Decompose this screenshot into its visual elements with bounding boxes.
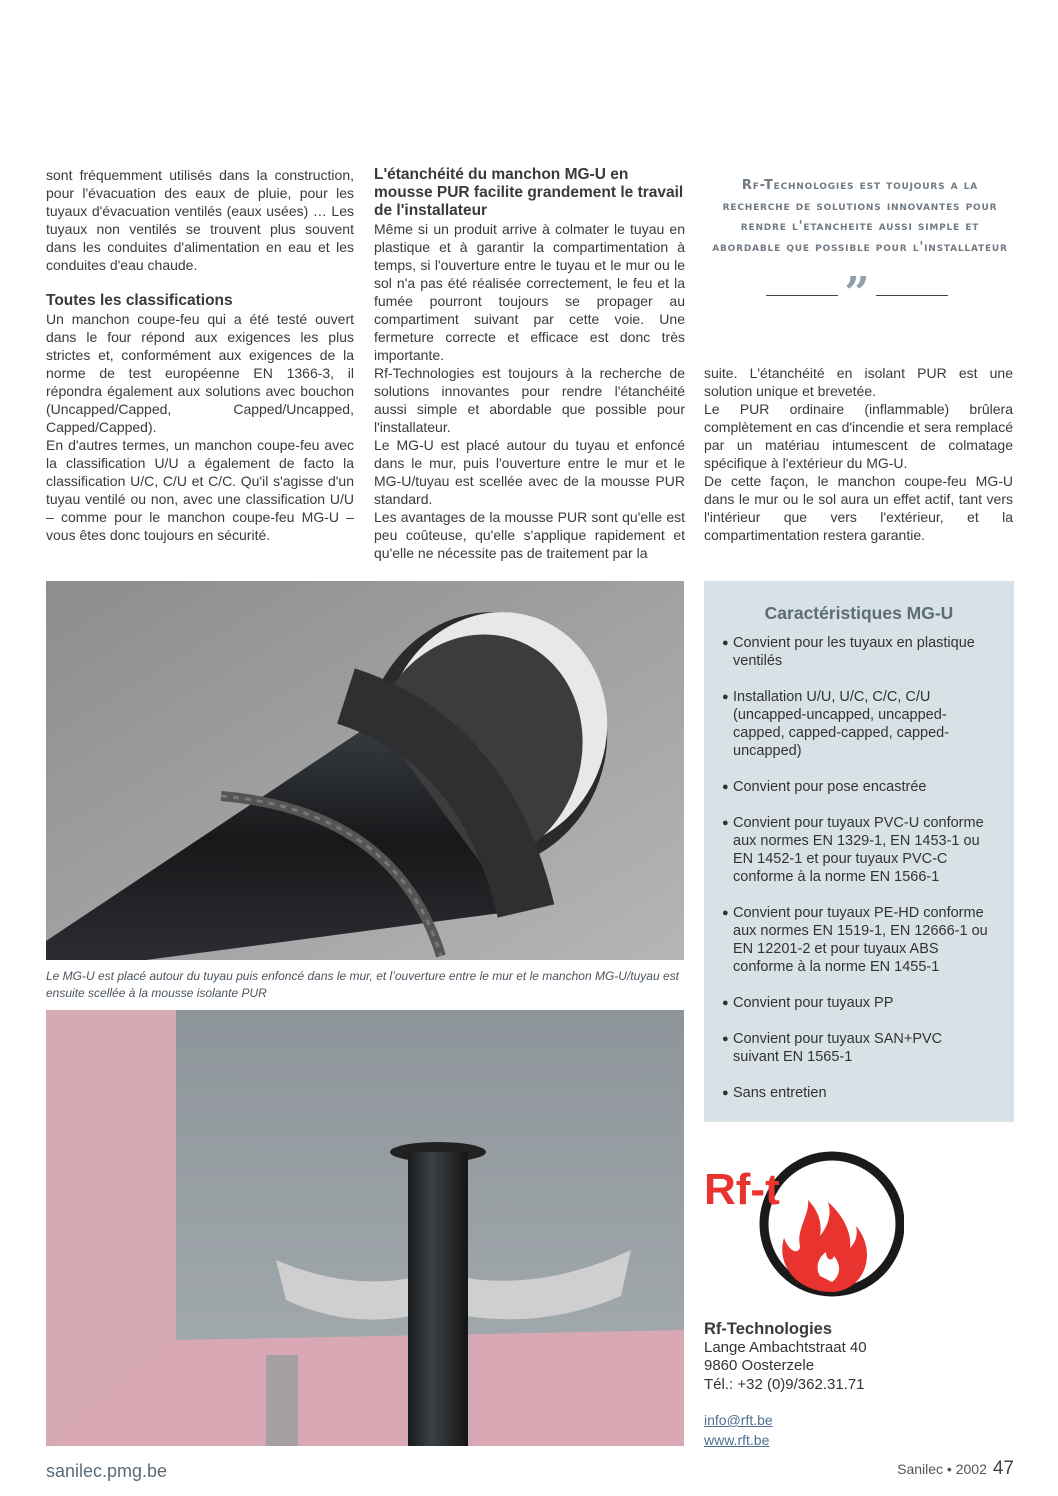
paragraph: Un manchon coupe-feu qui a été testé ouvert dans le four répond aux exigences les plus strictes et, conformément aux exigences de la norme de test européenne EN 1366-3, il répondra également aux solutions avec bouchon (Uncapped/Capped, Capped/Uncapped, Capped/Capped). [46,311,354,435]
bullet-icon: ● [722,817,729,829]
paragraph: Rf-Technologies est toujours à la recherche de solutions innovantes pour rendre l'étanchéité aussi simple et abordable que possible pour l'installateur. [374,365,685,435]
address-city: 9860 Oosterzele [704,1357,815,1374]
paragraph: sont fréquemment utilisés dans la construction, pour l'évacuation des eaux de pluie, pour les tuyaux d'évacuation ventilés (eaux usées) … Les tuyaux non ventilés se trouvent plus souvent dans les conduites d'alimentation en eau et les conduites d'eau chaude. [46,167,354,273]
paragraph: suite. L'étanchéité en isolant PUR est une solution unique et brevetée. [704,365,1013,399]
article-column-2 [374,166,685,562]
quote-rule-right [876,295,948,296]
paragraph: Les avantages de la mousse PUR sont qu'elle est peu coûteuse, qu'elle s'applique rapidement et qu'elle ne nécessite pas de traitement par la [374,509,685,561]
rft-logo [704,1142,904,1302]
paragraph: En d'autres termes, un manchon coupe-feu avec la classification U/U a également de facto la classification U/C, C/U et C/C. Qu'il s'agisse d'un tuyau ventilé ou non, avec une classification U/U – comme pour le manchon coupe-feu MG-U – vous êtes donc toujours en sécurité. [46,437,354,543]
footer-issue [897,1458,1014,1480]
bullet-icon: ● [722,781,729,793]
list-item: ● Convient pour tuyaux PE-HD conforme aux normes EN 1519-1, EN 12666-1 ou EN 12201-2 et pour tuyaux ABS conforme à la norme EN 1455-1 [722,905,988,975]
article-column-1 [46,166,354,544]
bullet-icon: ● [722,637,729,649]
email-link[interactable]: info@rft.be [704,1412,773,1428]
paragraph: Le PUR ordinaire (inflammable) brûlera complètement en cas d'incendie et sera remplacé par un matériau intumescent de colmatage spécifique à l'extérieur du MG-U. [704,401,1013,471]
paragraph: De cette façon, le manchon coupe-feu MG-U dans le mur ou le sol aura un effet actif, tant vers l'intérieur que vers l'extérieur, et la compartimentation restera garantie. [704,473,1013,543]
page-number: 47 [992,1458,1014,1479]
contact-block [704,1320,1004,1450]
bullet-icon: ● [722,907,729,919]
article-column-3 [704,364,1013,544]
list-item: ● Sans entretien [722,1085,827,1101]
bullet-icon: ● [722,691,729,703]
paragraph: Même si un produit arrive à colmater le tuyau en plastique et à garantir la compartimentation à temps, si l'ouverture entre le tuyau et le mur ou le sol n'a pas été réalisée correctement, le feu et la fumée pourront toujours se propager au compartiment suivant par cette voie. Une fermeture correcte et efficace est donc très importante. [374,221,685,363]
paragraph: Le MG-U est placé autour du tuyau et enfoncé dans le mur, puis l'ouverture entre le mur et le MG-U/tuyau est scellée avec de la mousse PUR standard. [374,437,685,507]
website-link[interactable]: www.rft.be [704,1431,770,1448]
bullet-icon: ● [722,1033,729,1045]
section-heading: L'étanchéité du manchon MG-U en mousse PUR facilite grandement le travail de l'installateur [374,166,684,219]
phone-number: Tél.: +32 (0)9/362.31.71 [704,1375,865,1393]
quote-mark-icon: ” [844,268,870,319]
address-street: Lange Ambachtstraat 40 [704,1338,867,1356]
list-item: ● Convient pour tuyaux SAN+PVC suivant EN 1565-1 [722,1031,943,1065]
list-item: ● Convient pour les tuyaux en plastique ventilés [722,635,975,669]
product-photo-ceiling [46,1010,684,1446]
logo-text: Rf-t [704,1165,780,1214]
list-item: ● Installation U/U, U/C, C/C, C/U (uncapped-uncapped, uncapped-capped, capped-capped, capped-uncapped) [722,689,950,759]
photo-caption: Le MG-U est placé autour du tuyau puis enfoncé dans le mur, et l’ouverture entre le mur et le manchon MG-U/tuyau est ensuite scellée à la mousse isolante PUR [46,969,679,1000]
bullet-icon: ● [722,997,729,1009]
footer-site: sanilec.pmg.be [46,1461,168,1481]
features-box [704,581,1014,1122]
company-name: Rf-Technologies [704,1320,833,1338]
issue-label: Sanilec • 2002 [897,1461,987,1477]
bullet-icon: ● [722,1087,729,1099]
product-photo-wall [46,581,684,960]
features-list [704,634,1014,1102]
list-item: ● Convient pour tuyaux PVC-U conforme aux normes EN 1329-1, EN 1453-1 ou EN 1452-1 et pour tuyaux PVC-C conforme à la norme EN 1566-1 [722,815,984,885]
section-heading: Toutes les classifications [46,292,233,309]
quote-rule-left [766,295,838,296]
pull-quote: Rf-Technologies est toujours a la recherche de solutions innovantes pour rendre l'etancheite aussi simple et abordable que possible pour l'installateur [712,178,1008,255]
list-item: ● Convient pour tuyaux PP [722,995,894,1011]
list-item: ● Convient pour pose encastrée [722,779,927,795]
features-title: Caractéristiques MG-U [764,603,954,623]
